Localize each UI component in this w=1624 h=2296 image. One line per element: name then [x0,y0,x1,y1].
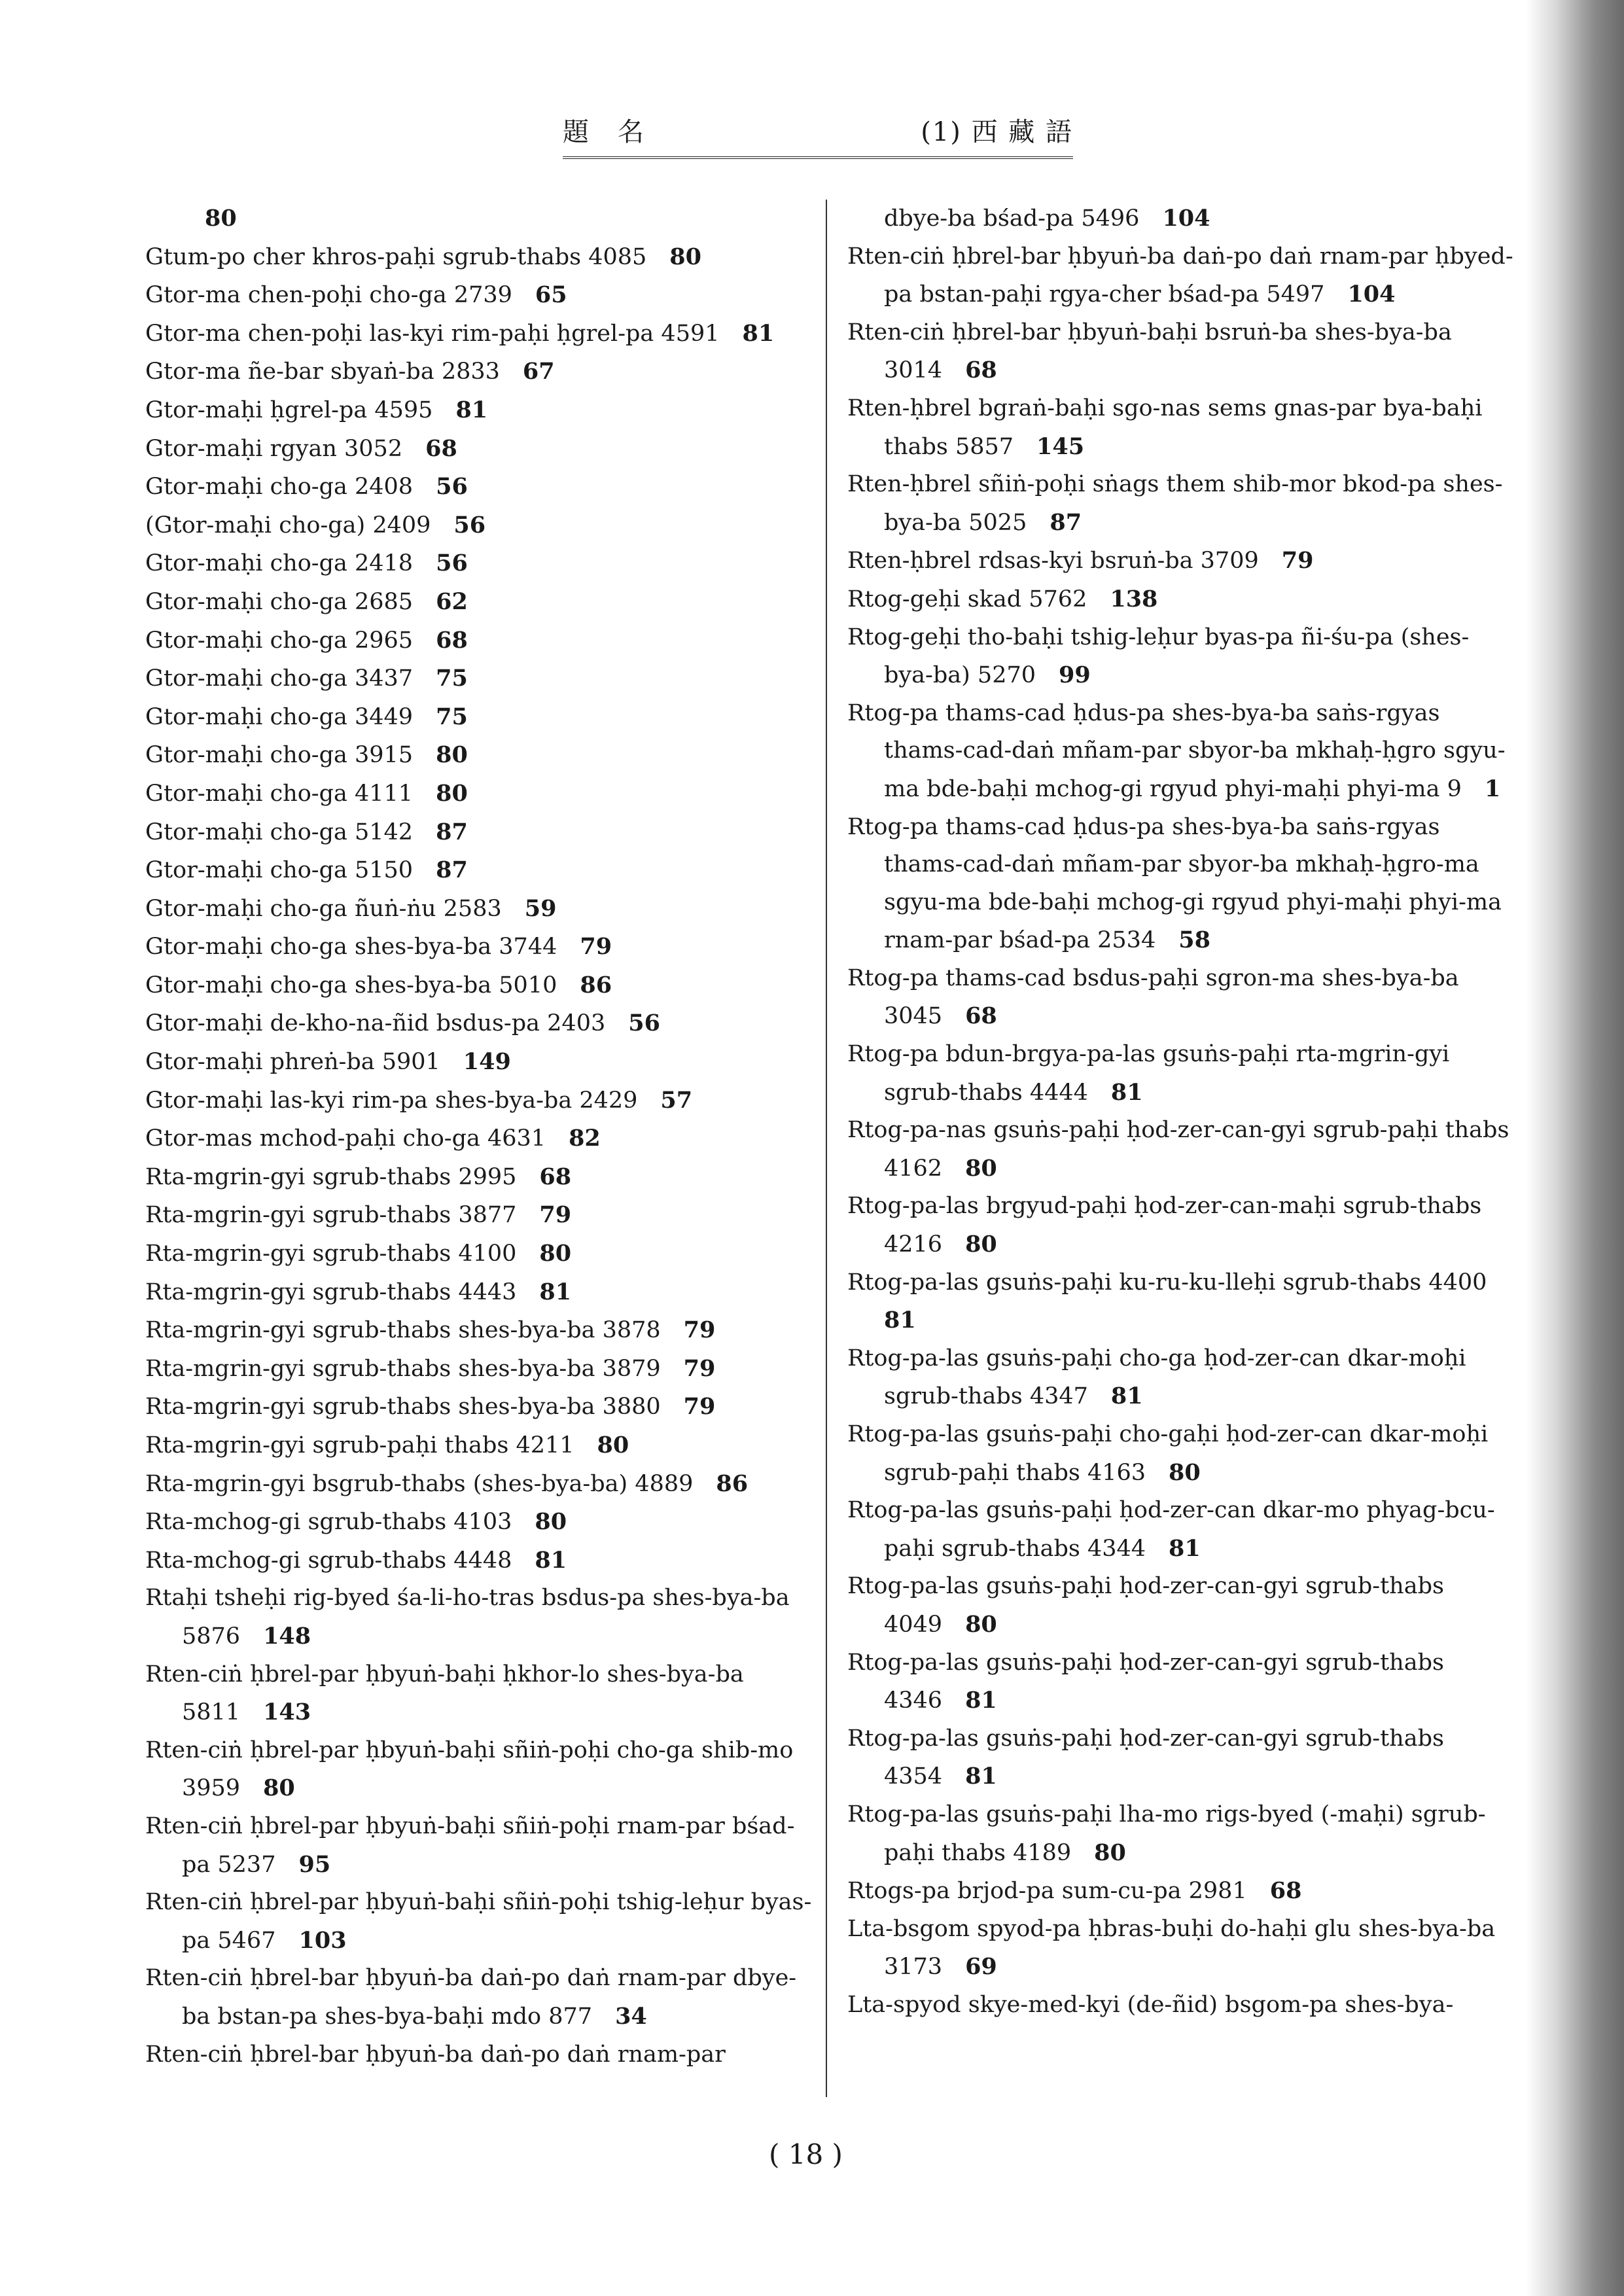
entry-title: Lta-spyod skye-med-kyi (de-ñid) bsgom-pa shes-bya- [847,1991,1454,2018]
entry-title: Gtor-maḥi de-kho-na-ñid bsdus-pa 2403 [145,1010,606,1037]
index-entry [847,1796,1515,1872]
index-entry [145,851,813,890]
entry-title: Rtog-pa-las gsuṅs-paḥi ku-ru-ku-lleḥi sgrub-thabs 4400 [847,1269,1487,1296]
entry-title: Rten-ciṅ ḥbrel-bar ḥbyuṅ-ba daṅ-po daṅ rnam-par dbye-ba bstan-pa shes-bya-baḥi mdo 877 [145,1965,797,2030]
entry-page-ref: 79 [1281,547,1314,574]
entry-page-ref: 65 [535,281,567,309]
entry-page-ref: 145 [1036,433,1085,460]
entry-title: Gtor-maḥi cho-ga 2408 [145,474,414,501]
entry-title: Rten-ciṅ ḥbrel-bar ḥbyuṅ-ba daṅ-po daṅ rnam-par [145,2041,726,2068]
entry-page-ref: 81 [535,1546,567,1574]
entry-page-ref: 99 [1059,662,1091,689]
entry-title: Gtor-maḥi cho-ga shes-bya-ba 3744 [145,934,557,961]
entry-title: Gtor-maḥi cho-ga 2965 [145,627,414,654]
entry-page-ref: 68 [965,357,997,384]
entry-title: Gtor-mas mchod-paḥi cho-ga 4631 [145,1125,546,1152]
entry-page-ref: 81 [539,1278,572,1305]
index-entry [145,238,813,277]
entry-page-ref: 87 [436,857,468,884]
page-header [563,111,1073,159]
index-entry [145,1808,813,1884]
index-entry [145,736,813,775]
index-entry [847,1188,1515,1263]
entry-page-ref: 68 [965,1002,997,1030]
entry-page-ref: 59 [524,894,557,922]
entry-page-ref: 80 [436,779,468,807]
entry-page-ref: 148 [263,1622,311,1650]
index-entry [145,583,813,622]
entry-title: Gtor-maḥi cho-ga 5150 [145,857,414,884]
index-entry [145,430,813,468]
index-entry [145,315,813,353]
index-entry [145,660,813,698]
index-entry [847,1340,1515,1416]
entry-page-ref: 81 [1110,1383,1143,1410]
index-entry [145,200,813,238]
entry-title: Rtog-pa-las gsuṅs-paḥi lha-mo rigs-byed (-maḥi) sgrub-paḥi thabs 4189 [847,1801,1486,1866]
entry-page-ref: 80 [205,205,237,232]
entry-title: Rtog-pa-las gsuṅs-paḥi cho-gaḥi ḥod-zer-can dkar-moḥi sgrub-paḥi thabs 4163 [847,1421,1489,1486]
page-number: ( 18 ) [769,2138,843,2170]
entry-page-ref: 104 [1162,205,1210,232]
entry-title: Gtor-maḥi cho-ga 3915 [145,742,414,769]
index-entry [847,695,1515,809]
entry-page-ref: 103 [298,1926,347,1954]
entry-page-ref: 68 [539,1163,572,1190]
entry-page-ref: 81 [1110,1078,1143,1106]
entry-page-ref: 68 [436,626,468,654]
entry-title: Rten-ḥbrel rdsas-kyi bsruṅ-ba 3709 [847,548,1259,574]
index-entry [145,1465,813,1504]
entry-title: Rten-ciṅ ḥbrel-par ḥbyuṅ-baḥi sñiṅ-poḥi tshig-leḥur byas-pa 5467 [145,1889,812,1954]
entry-page-ref: 81 [742,319,775,347]
entry-page-ref: 34 [615,2002,647,2030]
entry-page-ref: 57 [660,1086,693,1114]
entry-title: Gtor-maḥi cho-ga 3449 [145,703,414,730]
index-entry [145,353,813,391]
entry-title: Rtaḥi tsheḥi rig-byed śa-li-ho-tras bsdus-pa shes-bya-ba 5876 [145,1585,790,1650]
index-entry [145,468,813,506]
entry-page-ref: 80 [597,1432,629,1458]
entry-title: Rtogs-pa brjod-pa sum-cu-pa 2981 [847,1878,1247,1905]
entry-page-ref: 68 [1269,1877,1302,1905]
index-entry [847,1872,1515,1911]
entry-page-ref: 81 [455,396,488,423]
entry-title: Rta-mgrin-gyi bsgrub-thabs (shes-bya-ba) 4889 [145,1470,694,1497]
index-entry [145,1426,813,1465]
entry-page-ref: 149 [463,1048,511,1076]
entry-page-ref: 56 [436,473,468,501]
index-entry [145,1273,813,1312]
index-entry [145,1960,813,2036]
entry-page-ref: 80 [965,1154,997,1182]
index-entry [847,1911,1515,1987]
entry-title: Rten-ciṅ ḥbrel-bar ḥbyuṅ-ba daṅ-po daṅ rnam-par ḥbyed-pa bstan-paḥi rgya-cher bśad-pa 5497 [847,243,1513,308]
index-entry [145,1043,813,1082]
entry-title: Gtor-maḥi las-kyi rim-pa shes-bya-ba 2429 [145,1087,638,1114]
index-entry [847,960,1515,1036]
entry-page-ref: 56 [436,550,468,577]
entry-title: Rtog-pa thams-cad bsdus-paḥi sgron-ma shes-bya-ba 3045 [847,964,1459,1030]
index-entry [145,2036,813,2074]
entry-title: Rta-mgrin-gyi sgrub-thabs shes-bya-ba 3878 [145,1317,661,1344]
entry-page-ref: 81 [965,1763,997,1790]
entry-title: Rten-ciṅ ḥbrel-par ḥbyuṅ-baḥi sñiṅ-poḥi cho-ga shib-mo 3959 [145,1737,794,1802]
entry-page-ref: 56 [453,511,486,539]
entry-title: Gtor-ma chen-poḥi cho-ga 2739 [145,282,512,309]
entry-title: Rtog-geḥi tho-baḥi tshig-leḥur byas-pa ñi-śu-pa (shes-bya-ba) 5270 [847,624,1470,689]
entry-page-ref: 79 [580,933,612,961]
index-entry [145,1732,813,1808]
entry-page-ref: 58 [1178,927,1210,954]
index-entry [847,314,1515,390]
entry-title: dbye-ba bśad-pa 5496 [884,205,1140,232]
entry-page-ref: 75 [436,703,468,730]
entry-title: Rtog-pa-las gsuṅs-paḥi ḥod-zer-can-gyi sgrub-thabs 4049 [847,1573,1444,1638]
entry-title: Gtor-maḥi cho-ga 2418 [145,550,414,577]
entry-title: Rten-ḥbrel sñiṅ-poḥi sṅags them shib-mor bkod-pa shes-bya-ba 5025 [847,471,1503,536]
entry-title: Gtor-maḥi cho-ga shes-bya-ba 5010 [145,972,557,998]
index-entry [145,622,813,660]
scan-edge-shadow [1526,0,1624,2296]
entry-page-ref: 87 [1050,508,1082,536]
index-entry [847,809,1515,960]
entry-title: Rtog-pa-las gsuṅs-paḥi ḥod-zer-can-gyi sgrub-thabs 4346 [847,1649,1444,1714]
header-title: 題 名 [563,117,645,147]
index-entry [145,1120,813,1158]
index-entry [145,1580,813,1655]
entry-page-ref: 81 [1169,1534,1201,1562]
index-entry [145,1196,813,1235]
index-entry [847,1987,1515,2024]
entry-title: Gtor-maḥi cho-ga ñuṅ-ṅu 2583 [145,895,502,922]
entry-page-ref: 80 [965,1231,997,1258]
entry-title: Gtum-po cher khros-paḥi sgrub-thabs 4085 [145,243,647,270]
entry-title: Rta-mgrin-gyi sgrub-paḥi thabs 4211 [145,1432,574,1458]
index-entry [847,200,1515,238]
entry-page-ref: 87 [436,818,468,845]
entry-title: Rtog-geḥi skad 5762 [847,586,1087,612]
entry-page-ref: 56 [628,1010,660,1037]
index-entry [145,698,813,737]
entry-page-ref: 80 [539,1240,572,1267]
entry-title: Gtor-maḥi cho-ga 3437 [145,665,414,692]
entry-title: Rtog-pa-nas gsuṅs-paḥi ḥod-zer-can-gyi sgrub-paḥi thabs 4162 [847,1117,1509,1182]
index-entry [847,1036,1515,1112]
entry-title: Rtog-pa thams-cad ḥdus-pa shes-bya-ba saṅs-rgyas thams-cad-daṅ mñam-par sbyor-ba mkhaḥ-ḥgro-ma sgyu-ma bde-baḥi mchog-gi rgyud phyi-maḥi phyi-ma rnam-par bśad-pa 2534 [847,813,1502,954]
index-entry [145,1158,813,1197]
index-entry [145,1082,813,1120]
entry-title: Lta-bsgom spyod-pa ḥbras-buḥi do-haḥi glu shes-bya-ba 3173 [847,1915,1496,1981]
index-entry [847,542,1515,580]
column-divider [826,200,827,2097]
entry-title: Rten-ciṅ ḥbrel-bar ḥbyuṅ-baḥi bsruṅ-ba shes-bya-ba 3014 [847,319,1452,384]
entry-title: Rtog-pa thams-cad ḥdus-pa shes-bya-ba saṅs-rgyas thams-cad-daṅ mñam-par sbyor-ba mkhaḥ-ḥgro sgyu-ma bde-baḥi mchog-gi rgyud phyi-maḥi phyi-ma 9 [847,699,1506,802]
entry-title: Rten-ciṅ ḥbrel-par ḥbyuṅ-baḥi sñiṅ-poḥi rnam-par bśad-pa 5237 [145,1812,795,1878]
index-entry [847,1644,1515,1720]
index-entry [847,238,1515,314]
entry-page-ref: 80 [965,1610,997,1638]
entry-title: Rtog-pa-las gsuṅs-paḥi ḥod-zer-can-gyi sgrub-thabs 4354 [847,1725,1444,1790]
entry-page-ref: 86 [580,971,612,998]
entry-page-ref: 75 [436,665,468,692]
index-entry [145,890,813,928]
index-entry [847,1416,1515,1492]
entry-page-ref: 95 [298,1850,331,1878]
index-entry [145,1656,813,1732]
index-entry [847,390,1515,466]
entry-page-ref: 81 [884,1307,916,1334]
index-entry [847,1264,1515,1340]
entry-page-ref: 143 [263,1699,311,1726]
entry-page-ref: 79 [683,1354,716,1382]
entry-page-ref: 79 [539,1201,572,1229]
entry-page-ref: 80 [263,1775,295,1802]
index-entry [145,928,813,966]
entry-page-ref: 104 [1347,281,1396,308]
index-entry [145,506,813,545]
entry-page-ref: 1 [1484,775,1501,802]
entry-page-ref: 80 [669,243,701,270]
index-entry [145,813,813,852]
entry-page-ref: 138 [1110,585,1158,612]
entry-title: Gtor-maḥi rgyan 3052 [145,435,403,462]
entry-page-ref: 67 [522,358,555,385]
entry-title: Rta-mgrin-gyi sgrub-thabs 3877 [145,1202,517,1229]
entry-title: Gtor-maḥi cho-ga 2685 [145,588,414,615]
entry-title: Rta-mgrin-gyi sgrub-thabs 2995 [145,1163,517,1190]
index-entry [145,1542,813,1580]
entry-title: Rta-mgrin-gyi sgrub-thabs shes-bya-ba 3879 [145,1355,661,1382]
entry-page-ref: 68 [425,434,457,462]
index-entry [847,1720,1515,1796]
entry-title: (Gtor-maḥi cho-ga) 2409 [145,512,431,539]
entry-page-ref: 79 [683,1316,716,1344]
index-entry [847,619,1515,695]
entry-title: Rta-mgrin-gyi sgrub-thabs shes-bya-ba 3880 [145,1394,661,1421]
entry-title: Gtor-ma ñe-bar sbyaṅ-ba 2833 [145,359,500,385]
index-entry [145,1311,813,1350]
index-entry [847,1492,1515,1568]
right-column [847,200,1515,2024]
entry-page-ref: 86 [716,1470,749,1497]
index-entry [847,1112,1515,1188]
entry-page-ref: 80 [535,1508,567,1536]
entry-page-ref: 81 [965,1687,997,1714]
entry-title: Gtor-ma chen-poḥi las-kyi rim-paḥi ḥgrel-pa 4591 [145,320,720,347]
index-entry [145,1235,813,1273]
index-entry [145,1884,813,1960]
entry-title: Rtog-pa-las gsuṅs-paḥi cho-ga ḥod-zer-can dkar-moḥi sgrub-thabs 4347 [847,1345,1466,1410]
index-entry [847,1568,1515,1644]
index-entry [145,1350,813,1388]
entry-page-ref: 80 [1094,1839,1126,1866]
entry-title: Rtog-pa-las brgyud-paḥi ḥod-zer-can-maḥi sgrub-thabs 4216 [847,1193,1482,1258]
entry-page-ref: 79 [683,1393,716,1421]
index-entry [145,1004,813,1043]
entry-title: Rtog-pa bdun-brgya-pa-las gsuṅs-paḥi rta-mgrin-gyi sgrub-thabs 4444 [847,1041,1450,1106]
index-entry [145,544,813,583]
index-entry [145,1388,813,1426]
entry-page-ref: 80 [436,741,468,769]
index-entry [847,466,1515,542]
entry-page-ref: 69 [965,1953,997,1981]
entry-title: Rta-mchog-gi sgrub-thabs 4103 [145,1509,512,1536]
entry-title: Gtor-maḥi ḥgrel-pa 4595 [145,397,433,423]
index-entry [847,580,1515,619]
entry-title: Gtor-maḥi cho-ga 5142 [145,819,414,845]
entry-page-ref: 80 [1169,1458,1201,1486]
entry-title: Rten-ḥbrel bgraṅ-baḥi sgo-nas sems gnas-par bya-baḥi thabs 5857 [847,395,1483,460]
index-entry [145,966,813,1005]
entry-page-ref: 82 [569,1125,601,1152]
entry-title: Rten-ciṅ ḥbrel-par ḥbyuṅ-baḥi ḥkhor-lo shes-bya-ba 5811 [145,1661,744,1726]
index-entry [145,276,813,315]
index-entry [145,775,813,813]
entry-title: Gtor-maḥi phreṅ-ba 5901 [145,1049,440,1076]
index-entry [145,1503,813,1542]
entry-title: Rta-mchog-gi sgrub-thabs 4448 [145,1547,512,1574]
entry-title: Rtog-pa-las gsuṅs-paḥi ḥod-zer-can dkar-mo phyag-bcu-paḥi sgrub-thabs 4344 [847,1497,1495,1562]
entry-page-ref: 62 [436,588,468,615]
entry-title: Gtor-maḥi cho-ga 4111 [145,780,414,807]
index-entry [145,391,813,430]
entry-title: Rta-mgrin-gyi sgrub-thabs 4100 [145,1241,517,1267]
entry-title: Rta-mgrin-gyi sgrub-thabs 4443 [145,1279,517,1305]
header-section: (1) 西 藏 語 [921,117,1073,147]
left-column [145,200,813,2074]
